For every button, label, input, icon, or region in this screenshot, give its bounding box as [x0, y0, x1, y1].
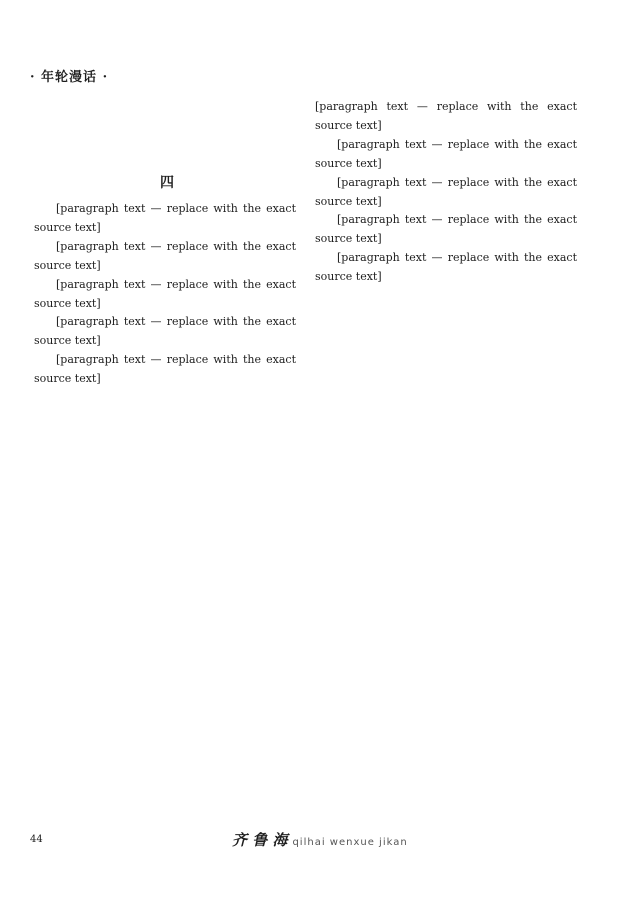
page-number: 44 [30, 834, 43, 845]
paragraph: [paragraph text — replace with the exact source text] [315, 100, 577, 132]
footer-masthead: 齐 鲁 海 [232, 831, 288, 849]
paragraph: [paragraph text — replace with the exact source text] [315, 137, 577, 170]
paragraph: [paragraph text — replace with the exact source text] [34, 202, 296, 234]
paragraph: [paragraph text — replace with the exact source text] [315, 175, 577, 208]
paragraph: [paragraph text — replace with the exact source text] [315, 213, 577, 246]
section-number: 四 [160, 175, 174, 191]
left-text-column [34, 200, 296, 820]
right-text-column [315, 98, 577, 820]
footer-masthead-pinyin: qilhai wenxue jikan [292, 837, 408, 848]
paragraph: [paragraph text — replace with the exact source text] [34, 239, 296, 272]
footer-masthead-block [232, 829, 408, 850]
paragraph: [paragraph text — replace with the exact source text] [34, 315, 296, 348]
column-header: · 年轮漫话 · [30, 70, 109, 85]
paragraph: [paragraph text — replace with the exact source text] [34, 277, 296, 310]
paragraph: [paragraph text — replace with the exact source text] [34, 353, 296, 386]
paragraph: [paragraph text — replace with the exact source text] [315, 251, 577, 284]
